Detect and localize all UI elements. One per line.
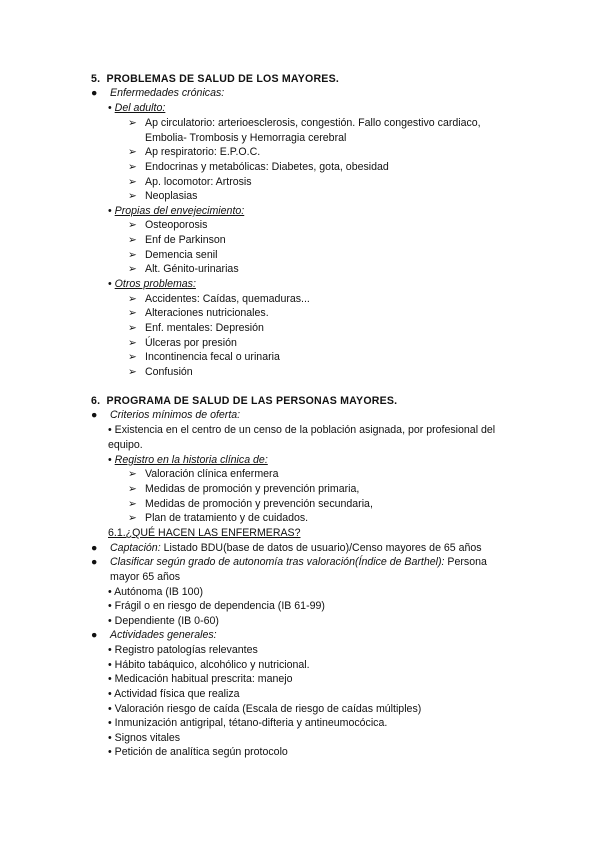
arrow-icon: ➢ [128, 366, 137, 378]
list-item [108, 731, 180, 745]
chronic-diseases-label: Enfermedades crónicas: [110, 87, 225, 99]
list-item-text: Valoración clínica enfermera [145, 468, 279, 480]
arrow-icon: ➢ [128, 468, 137, 480]
arrow-icon: ➢ [128, 498, 137, 510]
list-item [108, 745, 288, 759]
bullet-icon: ● [91, 409, 98, 421]
list-item [108, 614, 219, 628]
list-item-text: Plan de tratamiento y de cuidados. [145, 512, 309, 524]
section-5-heading [91, 72, 339, 86]
list-item-text: Inmunización antigripal, tétano-difteria y antineumocócica. [114, 717, 388, 729]
list-item [128, 306, 137, 320]
arrow-icon: ➢ [128, 146, 137, 158]
list-item-text: Dependiente (IB 0-60) [114, 615, 219, 627]
list-item-text: Hábito tabáquico, alcohólico y nutricional. [114, 659, 310, 671]
list-item-text: Incontinencia fecal o urinaria [145, 351, 280, 363]
list-item-text: Úlceras por presión [145, 337, 237, 349]
list-item-text: Ap circulatorio: arterioesclerosis, congestión. Fallo congestivo cardiaco, [145, 117, 481, 129]
list-item [128, 482, 137, 496]
dot-icon: • [108, 454, 112, 466]
arrow-icon: ➢ [128, 117, 137, 129]
list-item-text: Medicación habitual prescrita: manejo [114, 673, 293, 685]
capture-label: Captación: [110, 542, 161, 554]
census-continuation: equipo. [108, 439, 143, 451]
other-label: Otros problemas: [114, 278, 196, 290]
dot-icon: • [108, 278, 112, 290]
activities-label: Actividades generales: [110, 629, 217, 641]
list-item [128, 218, 137, 232]
list-item-text: Petición de analítica según protocolo [114, 746, 288, 758]
dot-icon: • [108, 703, 112, 715]
dot-icon: • [108, 644, 112, 656]
list-item-text: Alteraciones nutricionales. [145, 307, 269, 319]
census-text: Existencia en el centro de un censo de la población asignada, por profesional del [114, 424, 496, 436]
list-item [128, 292, 137, 306]
bullet-icon: ● [91, 542, 98, 554]
list-item [128, 233, 137, 247]
list-item [128, 336, 137, 350]
list-item-text: Valoración riesgo de caída (Escala de riesgo de caídas múltiples) [114, 703, 422, 715]
list-item-text: Osteoporosis [145, 219, 208, 231]
bullet-icon: ● [91, 629, 98, 641]
list-item-text: Medidas de promoción y prevención primaria, [145, 483, 360, 495]
list-item [108, 716, 387, 730]
dot-icon: • [108, 717, 112, 729]
list-item-text: Frágil o en riesgo de dependencia (IB 61-99) [114, 600, 325, 612]
list-item-text: Medidas de promoción y prevención secundaria, [145, 498, 373, 510]
section-5-number: 5. [91, 73, 101, 85]
record-label: Registro en la historia clínica de: [114, 454, 268, 466]
arrow-icon: ➢ [128, 263, 137, 275]
arrow-icon: ➢ [128, 293, 137, 305]
list-item [128, 189, 137, 203]
list-item [128, 262, 137, 276]
dot-icon: • [108, 600, 112, 612]
list-item [128, 511, 137, 525]
arrow-icon: ➢ [128, 337, 137, 349]
list-item-text: Confusión [145, 366, 193, 378]
dot-icon: • [108, 732, 112, 744]
list-item-text: Ap respiratorio: E.P.O.C. [145, 146, 261, 158]
list-item [128, 248, 137, 262]
list-item [108, 687, 240, 701]
arrow-icon: ➢ [128, 351, 137, 363]
activities-item [91, 628, 217, 642]
list-item-text: Enf de Parkinson [145, 234, 226, 246]
section-6-heading [91, 394, 397, 408]
arrow-icon: ➢ [128, 307, 137, 319]
list-item-text: Actividad física que realiza [114, 688, 240, 700]
list-item [108, 658, 310, 672]
list-item [128, 467, 137, 481]
arrow-icon: ➢ [128, 234, 137, 246]
aging-category [108, 204, 244, 218]
list-item-text: Neoplasias [145, 190, 198, 202]
list-item [128, 116, 137, 130]
list-item [108, 643, 258, 657]
list-item [128, 365, 137, 379]
arrow-icon: ➢ [128, 219, 137, 231]
arrow-icon: ➢ [128, 190, 137, 202]
dot-icon: • [108, 102, 112, 114]
subsection-6-1-title: 6.1.¿QUÉ HACEN LAS ENFERMERAS? [108, 527, 301, 539]
list-item [108, 599, 325, 613]
adult-category [108, 101, 165, 115]
list-item-text: Accidentes: Caídas, quemaduras... [145, 293, 310, 305]
list-item-text: Signos vitales [114, 732, 181, 744]
list-item-text: Alt. Génito-urinarias [145, 263, 239, 275]
classify-label: Clasificar según grado de autonomía tras valoración(Índice de Barthel): [110, 556, 445, 568]
list-item [108, 672, 293, 686]
list-item-text: Endocrinas y metabólicas: Diabetes, gota, obesidad [145, 161, 389, 173]
section-6-number: 6. [91, 395, 101, 407]
arrow-icon: ➢ [128, 322, 137, 334]
arrow-icon: ➢ [128, 176, 137, 188]
adult-label: Del adulto: [114, 102, 166, 114]
arrow-icon: ➢ [128, 249, 137, 261]
chronic-diseases-item [91, 86, 225, 100]
dot-icon: • [108, 586, 112, 598]
list-item-text: Embolia- Trombosis y Hemorragia cerebral [145, 132, 347, 144]
dot-icon: • [108, 205, 112, 217]
list-item [128, 321, 137, 335]
classify-text: Persona [444, 556, 487, 568]
list-item [128, 145, 137, 159]
list-item-text: Ap. locomotor: Artrosis [145, 176, 252, 188]
classify-continuation: mayor 65 años [110, 571, 181, 583]
census-item [108, 423, 495, 437]
list-item-text: Demencia senil [145, 249, 218, 261]
list-item [128, 160, 137, 174]
list-item [128, 175, 137, 189]
dot-icon: • [108, 424, 112, 436]
list-item-text: Enf. mentales: Depresión [145, 322, 264, 334]
list-item-text: Registro patologías relevantes [114, 644, 258, 656]
capture-item [91, 541, 482, 555]
capture-text: Listado BDU(base de datos de usuario)/Censo mayores de 65 años [160, 542, 482, 554]
bullet-icon: ● [91, 556, 98, 568]
record-category [108, 453, 268, 467]
arrow-icon: ➢ [128, 512, 137, 524]
criteria-label: Criterios mínimos de oferta: [110, 409, 241, 421]
arrow-icon: ➢ [128, 483, 137, 495]
criteria-item [91, 408, 241, 422]
section-6-title: PROGRAMA DE SALUD DE LAS PERSONAS MAYORES. [106, 395, 398, 407]
bullet-icon: ● [91, 87, 98, 99]
arrow-icon: ➢ [128, 161, 137, 173]
classify-item [91, 555, 487, 569]
dot-icon: • [108, 688, 112, 700]
section-5-title: PROBLEMAS DE SALUD DE LOS MAYORES. [106, 73, 339, 85]
list-item [108, 585, 203, 599]
dot-icon: • [108, 746, 112, 758]
dot-icon: • [108, 659, 112, 671]
other-category [108, 277, 196, 291]
list-item-text: Autónoma (IB 100) [114, 586, 203, 598]
list-item [128, 497, 137, 511]
aging-label: Propias del envejecimiento: [114, 205, 245, 217]
dot-icon: • [108, 615, 112, 627]
list-item [128, 350, 137, 364]
list-item [108, 702, 421, 716]
dot-icon: • [108, 673, 112, 685]
